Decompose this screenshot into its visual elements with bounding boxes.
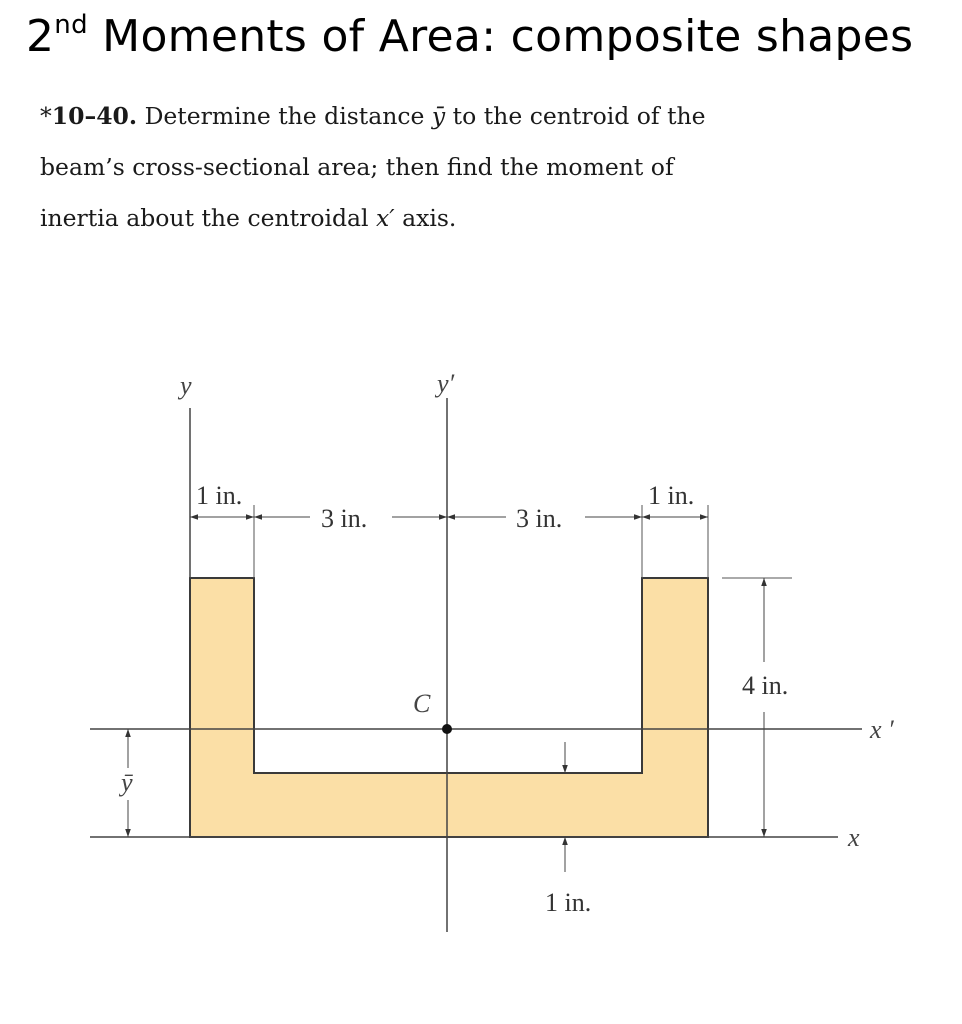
ybar-symbol: ȳ [431, 102, 446, 130]
problem-number: 10–40. [51, 102, 138, 130]
centroid-point [442, 724, 452, 734]
problem-text: Determine the distance [137, 102, 432, 130]
problem-text: axis. [394, 204, 457, 232]
y-axis-label: y [180, 371, 192, 400]
xprime-axis-label: x ′ [870, 715, 894, 744]
dim-label-flange-right: 1 in. [648, 481, 695, 510]
problem-star: * [40, 102, 52, 130]
centroid-label: C [413, 689, 431, 718]
dim-label-flange-left: 1 in. [196, 481, 243, 510]
title-prefix: 2 [26, 11, 55, 62]
x-axis-label: x [848, 823, 860, 852]
title-text: Moments of Area: composite shapes [87, 11, 914, 62]
dim-label-half-right: 3 in. [516, 504, 563, 533]
problem-text: to the centroid of the [445, 102, 706, 130]
dim-label-half-left: 3 in. [321, 504, 368, 533]
problem-text: inertia about the centroidal [40, 204, 377, 232]
problem-line-2: beam’s cross-sectional area; then find the moment of [40, 153, 674, 181]
title-superscript: nd [54, 10, 88, 40]
ybar-label: ȳ [121, 768, 133, 797]
u-shape-cross-section [190, 578, 708, 837]
dim-label-height: 4 in. [742, 671, 789, 700]
xprime-symbol: x′ [376, 204, 395, 232]
dim-label-base: 1 in. [545, 888, 592, 917]
yprime-axis-label: y′ [437, 369, 455, 398]
